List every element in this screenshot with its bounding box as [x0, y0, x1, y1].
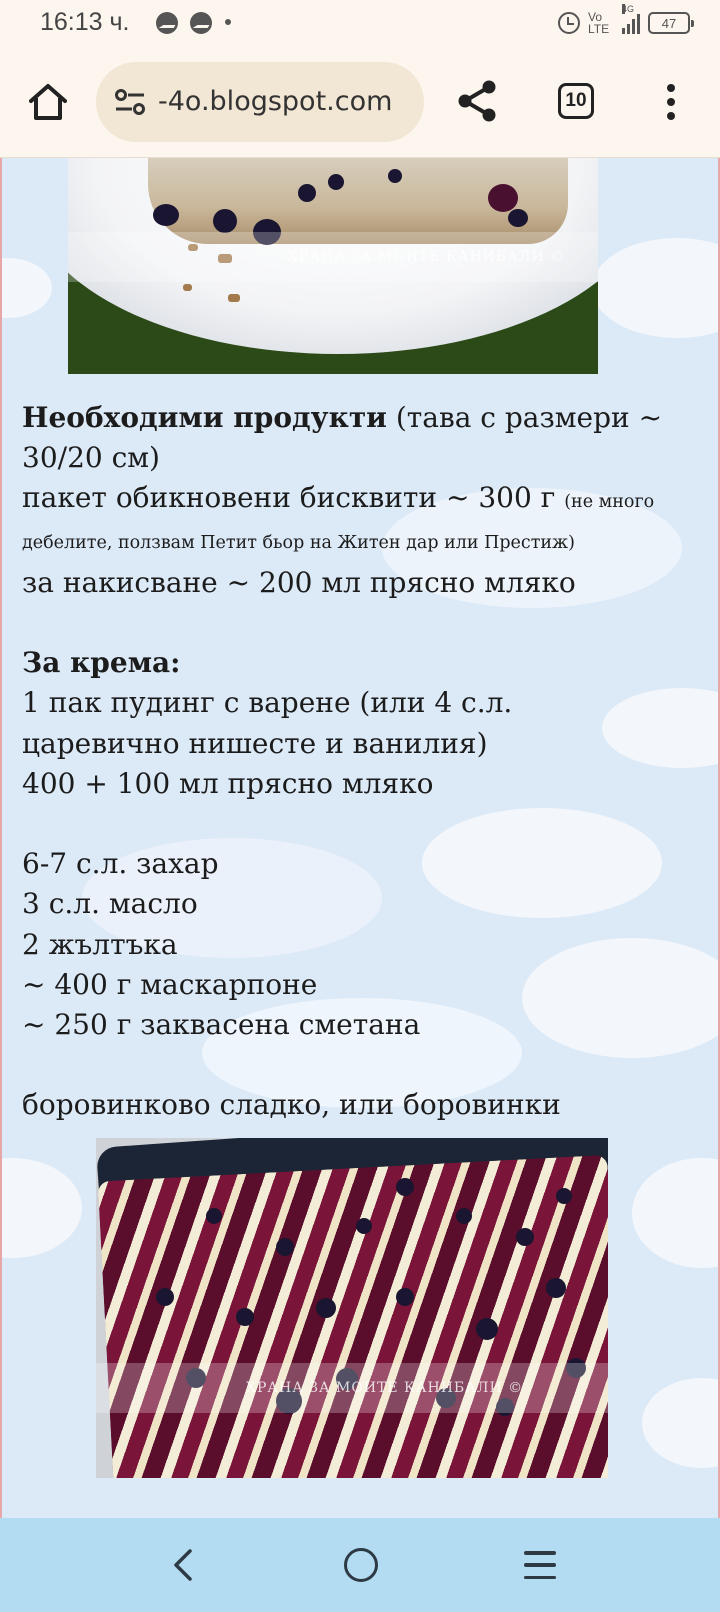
volte-label-top: Vo	[588, 10, 603, 24]
recipe-text	[22, 398, 702, 1126]
notification-dot-icon	[225, 19, 231, 25]
ingredient-line: 2 жълтъка	[22, 927, 178, 961]
home-circle-icon[interactable]	[344, 1548, 378, 1582]
biscuits-line	[22, 478, 702, 522]
cloud-decoration	[642, 1378, 720, 1468]
tab-count: 10	[565, 90, 587, 111]
alarm-icon	[558, 12, 580, 34]
status-time: 16:13 ч.	[40, 8, 130, 36]
photo-watermark: ХРАНА ЗА МОИТЕ КАНИБАЛИ ©	[288, 249, 566, 265]
biscuits-note: (не много	[564, 492, 655, 513]
milk-soak-line: за накисване ~ 200 мл прясно мляко	[22, 565, 576, 599]
back-icon[interactable]	[168, 1548, 198, 1582]
signal-icon	[622, 4, 640, 34]
ingredient-line: 1 пак пудинг с варене (или 4 с.л.	[22, 686, 513, 720]
ingredient-line: 3 с.л. масло	[22, 887, 198, 921]
messenger-icon	[156, 12, 178, 34]
cake-photo-bottom[interactable]	[96, 1138, 608, 1478]
blueberry-line: боровинково сладко, или боровинки	[22, 1088, 561, 1122]
cloud-decoration	[0, 1158, 82, 1258]
home-icon[interactable]	[26, 80, 70, 124]
messenger-icon	[190, 12, 212, 34]
battery-level: 47	[661, 15, 677, 31]
products-pan-note: (тава с размери ~	[386, 401, 663, 434]
photo-watermark: ХРАНА ЗА МОИТЕ КАНИБАЛИ ©	[246, 1380, 524, 1396]
navigation-bar	[0, 1518, 720, 1612]
ingredient-line: ~ 400 г маскарпоне	[22, 967, 318, 1001]
address-bar[interactable]	[96, 62, 424, 142]
ingredient-line: ~ 250 г заквасена сметана	[22, 1008, 421, 1042]
browser-toolbar	[0, 46, 720, 158]
battery-icon	[648, 12, 690, 34]
products-line	[22, 398, 702, 438]
url-text[interactable]: -4o.blogspot.com	[158, 86, 393, 117]
biscuits-note-cont: дебелите, ползвам Петит бьор на Житен дар или Престиж)	[22, 532, 575, 553]
share-icon[interactable]	[455, 78, 499, 124]
cloud-decoration	[632, 1158, 720, 1268]
cream-heading: За крема:	[22, 646, 181, 680]
status-right-group	[558, 4, 690, 38]
cloud-decoration	[592, 238, 720, 338]
ingredient-line: 6-7 с.л. захар	[22, 847, 219, 881]
ingredient-line: царевично нишесте и ванилия)	[22, 726, 488, 760]
status-bar	[0, 0, 720, 46]
cake-photo-top[interactable]	[68, 158, 598, 374]
page-content[interactable]	[0, 158, 720, 1518]
recent-apps-icon[interactable]	[524, 1551, 556, 1579]
network-type-label: 4G	[622, 4, 635, 14]
products-pan-note-cont: 30/20 см)	[22, 441, 160, 475]
volte-label-bottom: LTE	[588, 22, 610, 36]
volte-label	[588, 11, 614, 35]
biscuits-text: пакет обикновени бисквити ~ 300 г	[22, 481, 565, 515]
ingredient-line: 400 + 100 мл прясно мляко	[22, 766, 434, 800]
more-vert-icon[interactable]	[665, 84, 677, 120]
cloud-decoration	[0, 258, 52, 318]
site-settings-icon[interactable]	[114, 88, 146, 116]
tabs-icon[interactable]	[558, 83, 594, 119]
products-heading: Необходими продукти	[22, 401, 387, 434]
